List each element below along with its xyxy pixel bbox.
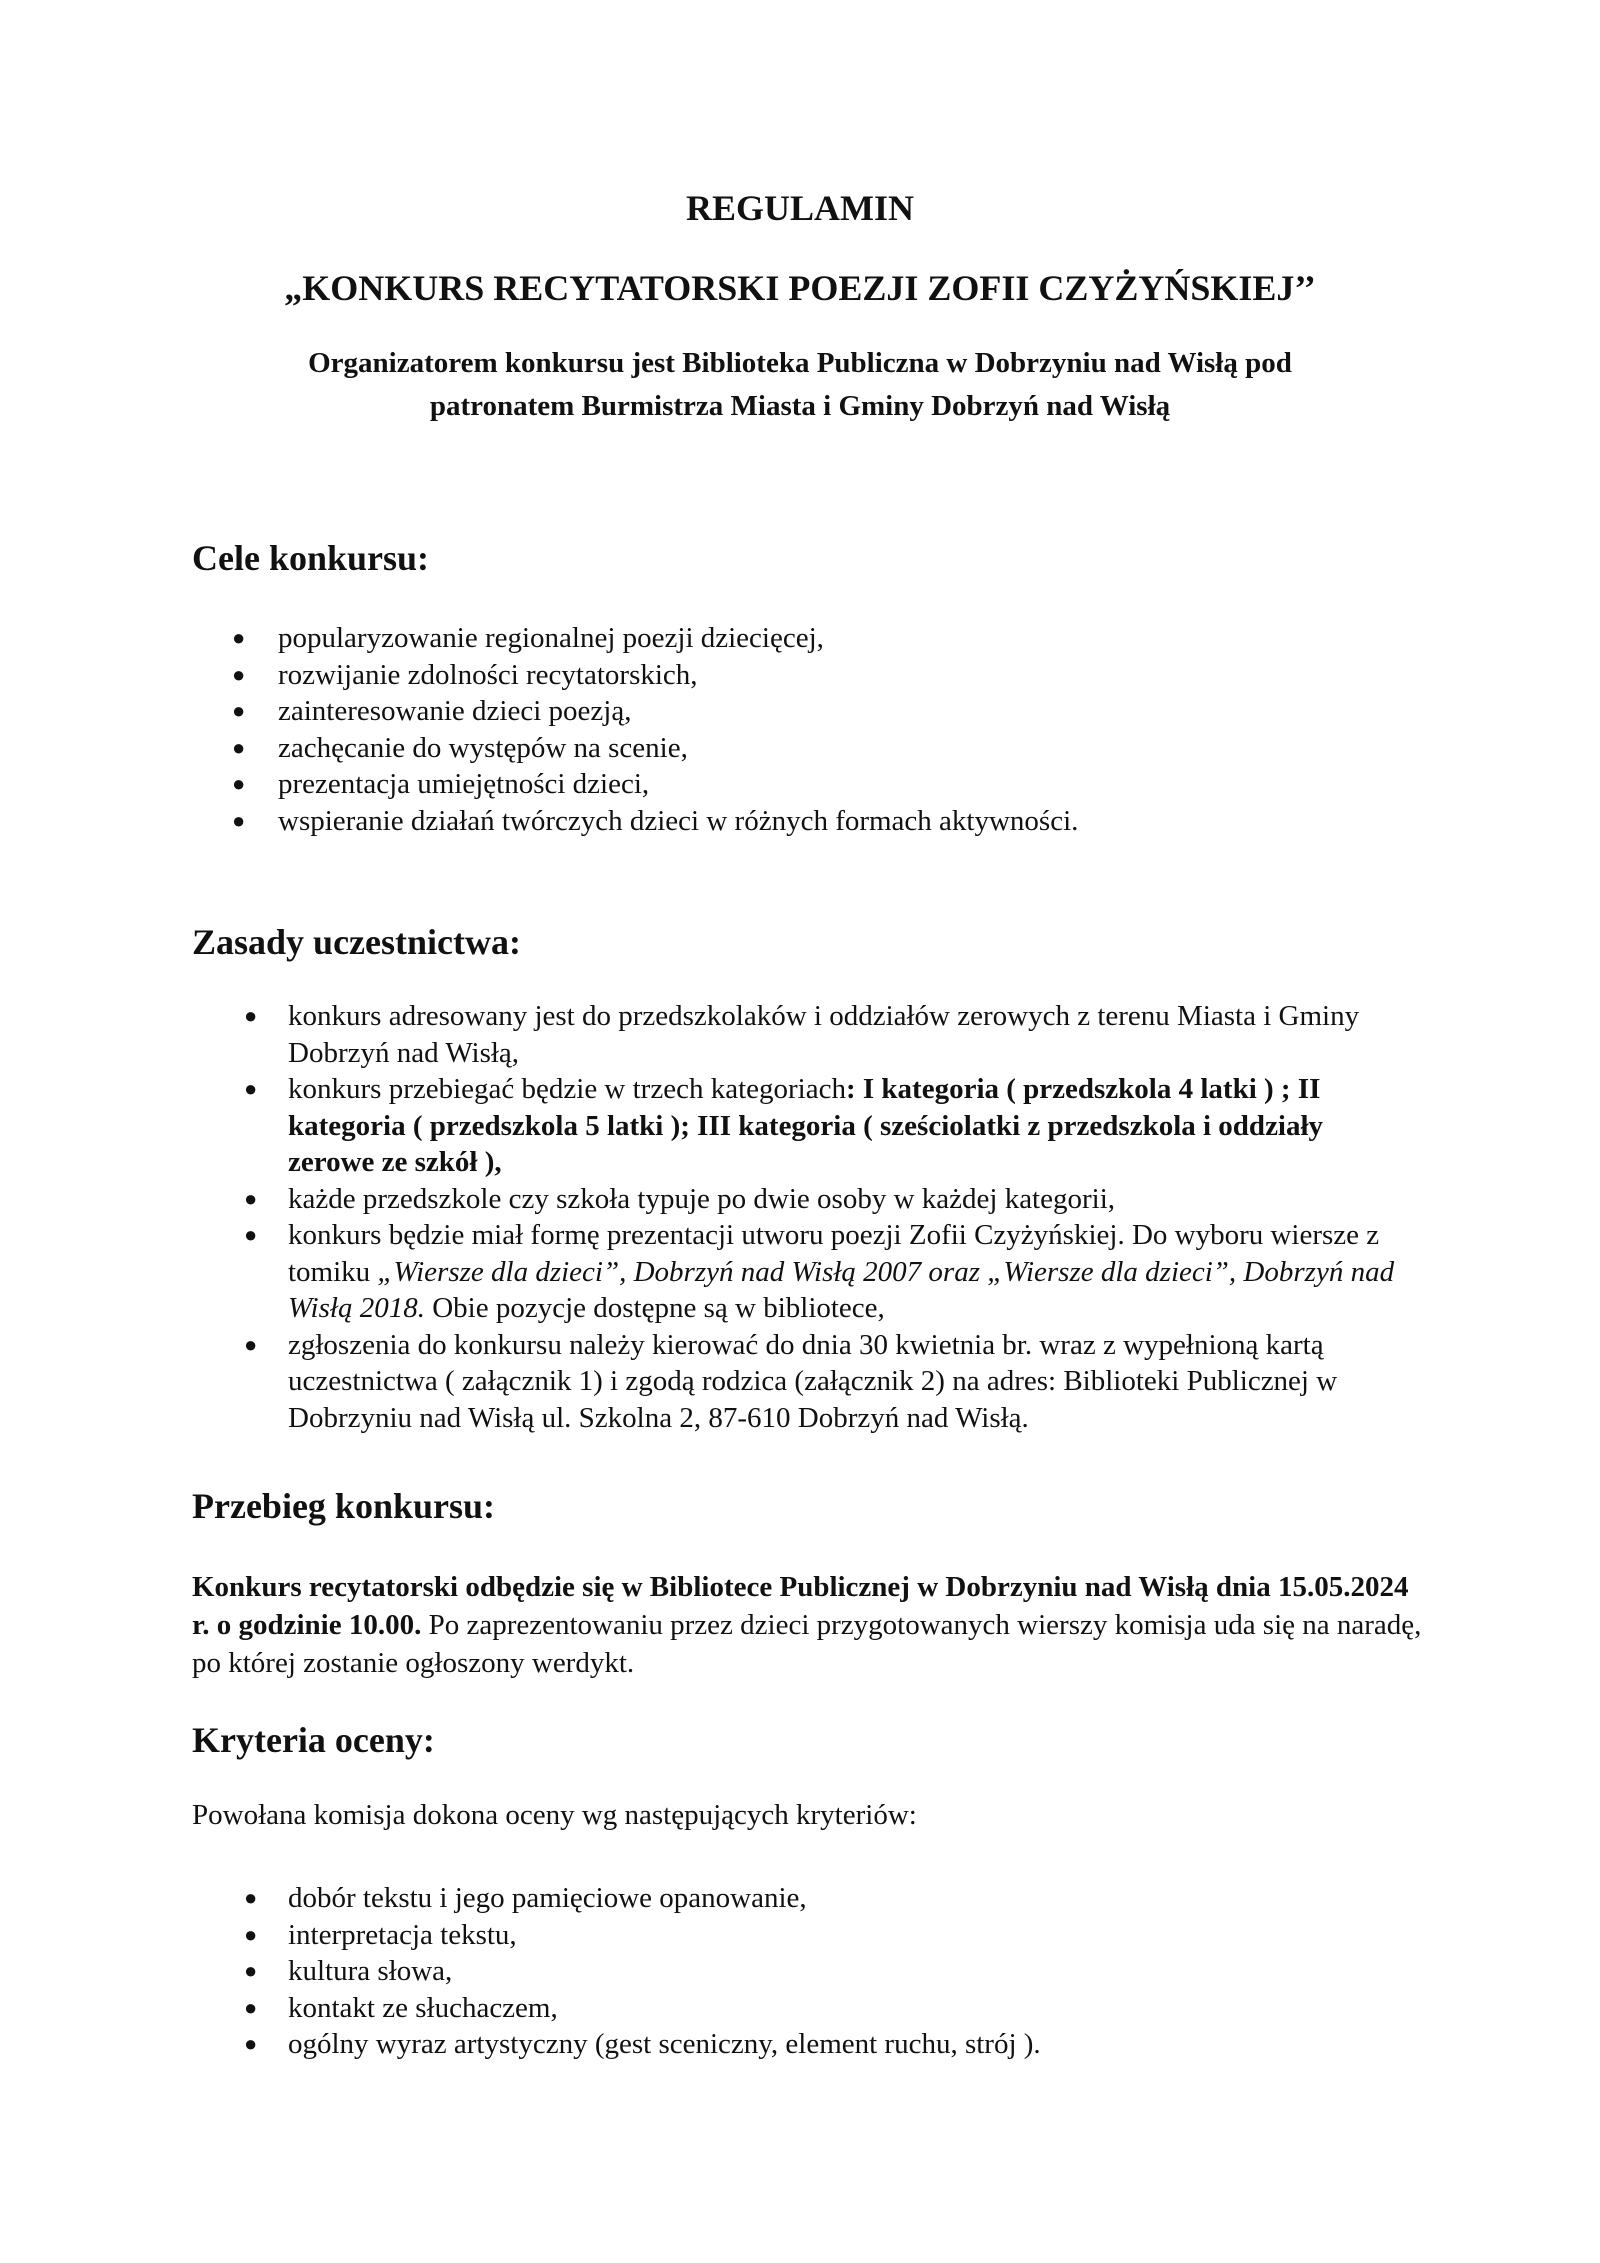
zasady-list: [244, 998, 1408, 1436]
list-item: ● kultura słowa,: [288, 1953, 1408, 1990]
bullet-icon: ●: [244, 1185, 258, 1211]
list-item: ● każde przedszkole czy szkoła typuje po dwie osoby w każdej kategorii,: [288, 1181, 1408, 1218]
bullet-icon: ●: [244, 1222, 258, 1247]
organizer-statement: [0, 342, 1600, 428]
bullet-icon: ●: [244, 1076, 258, 1101]
bullet-icon: ●: [232, 661, 246, 687]
list-item: ● prezentacja umiejętności dzieci,: [278, 766, 1458, 803]
section-heading-kryteria: Kryteria oceny:: [192, 1720, 435, 1760]
list-item: ● wspieranie działań twórczych dzieci w różnych formach aktywności.: [278, 803, 1458, 840]
bullet-icon: ●: [232, 698, 246, 723]
list-item: ● konkurs będzie miał formę prezentacji utworu poezji Zofii Czyżyńskiej. Do wyboru wiersze z tomiku „Wiersze dla dzieci”, Dobrzyń nad Wisłą 2007 oraz „Wiersze dla dzieci”, Dobrzyń nad Wisłą 2018. Obie pozycje dostępne są w bibliotece,: [244, 1219, 1395, 1324]
bullet-icon: ●: [244, 1885, 258, 1910]
kryteria-intro: Powołana komisja dokona oceny wg następujących kryteriów:: [192, 1799, 917, 1831]
section-heading-zasady: Zasady uczestnictwa:: [192, 922, 521, 962]
organizer-line: patronatem Burmistrza Miasta i Gminy Dobrzyń nad Wisłą: [429, 390, 1171, 422]
bullet-icon: ●: [232, 807, 246, 833]
list-item: ● rozwijanie zdolności recytatorskich,: [278, 657, 1458, 694]
list-item: ● kontakt ze słuchaczem,: [288, 1990, 1408, 2027]
list-item: ● interpretacja tekstu,: [288, 1917, 1408, 1954]
kryteria-list: [244, 1880, 1408, 2063]
list-item: ● ogólny wyraz artystyczny (gest sceniczny, element ruchu, strój ).: [288, 2026, 1408, 2063]
list-item: ● konkurs adresowany jest do przedszkolaków i oddziałów zerowych z terenu Miasta i Gminy Dobrzyń nad Wisłą,: [244, 1000, 1360, 1069]
bullet-icon: ●: [232, 734, 246, 760]
bullet-icon: ●: [244, 1958, 258, 1983]
section-heading-cele: Cele konkursu:: [192, 538, 430, 578]
document-title: REGULAMIN: [685, 188, 914, 228]
bullet-icon: ●: [232, 625, 246, 650]
section-heading-przebieg: Przebieg konkursu:: [192, 1486, 496, 1526]
list-item: ● zachęcanie do występów na scenie,: [278, 730, 1458, 767]
bullet-icon: ●: [244, 2031, 258, 2056]
bullet-icon: ●: [244, 1331, 258, 1357]
organizer-line: Organizatorem konkursu jest Biblioteka Publiczna w Dobrzyniu nad Wisłą pod: [308, 347, 1292, 379]
list-item: ● konkurs przebiegać będzie w trzech kategoriach: I kategoria ( przedszkola 4 latki ) ; II kategoria ( przedszkola 5 latki ); III kategoria ( sześciolatki z przedszkola i oddziały zerowe ze szkół ),: [244, 1073, 1324, 1178]
list-item: ● zainteresowanie dzieci poezją,: [278, 693, 1458, 730]
bullet-icon: ●: [244, 1003, 258, 1028]
document-subtitle: „KONKURS RECYTATORSKI POEZJI ZOFII CZYŻYŃSKIEJ’’: [284, 268, 1316, 308]
bullet-icon: ●: [244, 1994, 258, 2020]
cele-list: [232, 620, 1458, 839]
list-item: ● dobór tekstu i jego pamięciowe opanowanie,: [288, 1880, 1408, 1917]
bullet-icon: ●: [244, 1921, 258, 1947]
list-item: ● zgłoszenia do konkursu należy kierować do dnia 30 kwietnia br. wraz z wypełnioną kartą uczestnictwa ( załącznik 1) i zgodą rodzica (załącznik 2) na adres: Biblioteki Publicznej w Dobrzyniu nad Wisłą ul. Szkolna 2, 87-610 Dobrzyń nad Wisłą.: [244, 1328, 1338, 1434]
bullet-icon: ●: [232, 771, 246, 796]
przebieg-paragraph: Konkurs recytatorski odbędzie się w Bibliotece Publicznej w Dobrzyniu nad Wisłą dnia 15.05.2024 r. o godzinie 10.00. Po zaprezentowaniu przez dzieci przygotowanych wierszy komisja uda się na naradę, po której zostanie ogłoszony werdykt.: [192, 1571, 1422, 1679]
list-item: ● popularyzowanie regionalnej poezji dziecięcej,: [278, 620, 1458, 657]
